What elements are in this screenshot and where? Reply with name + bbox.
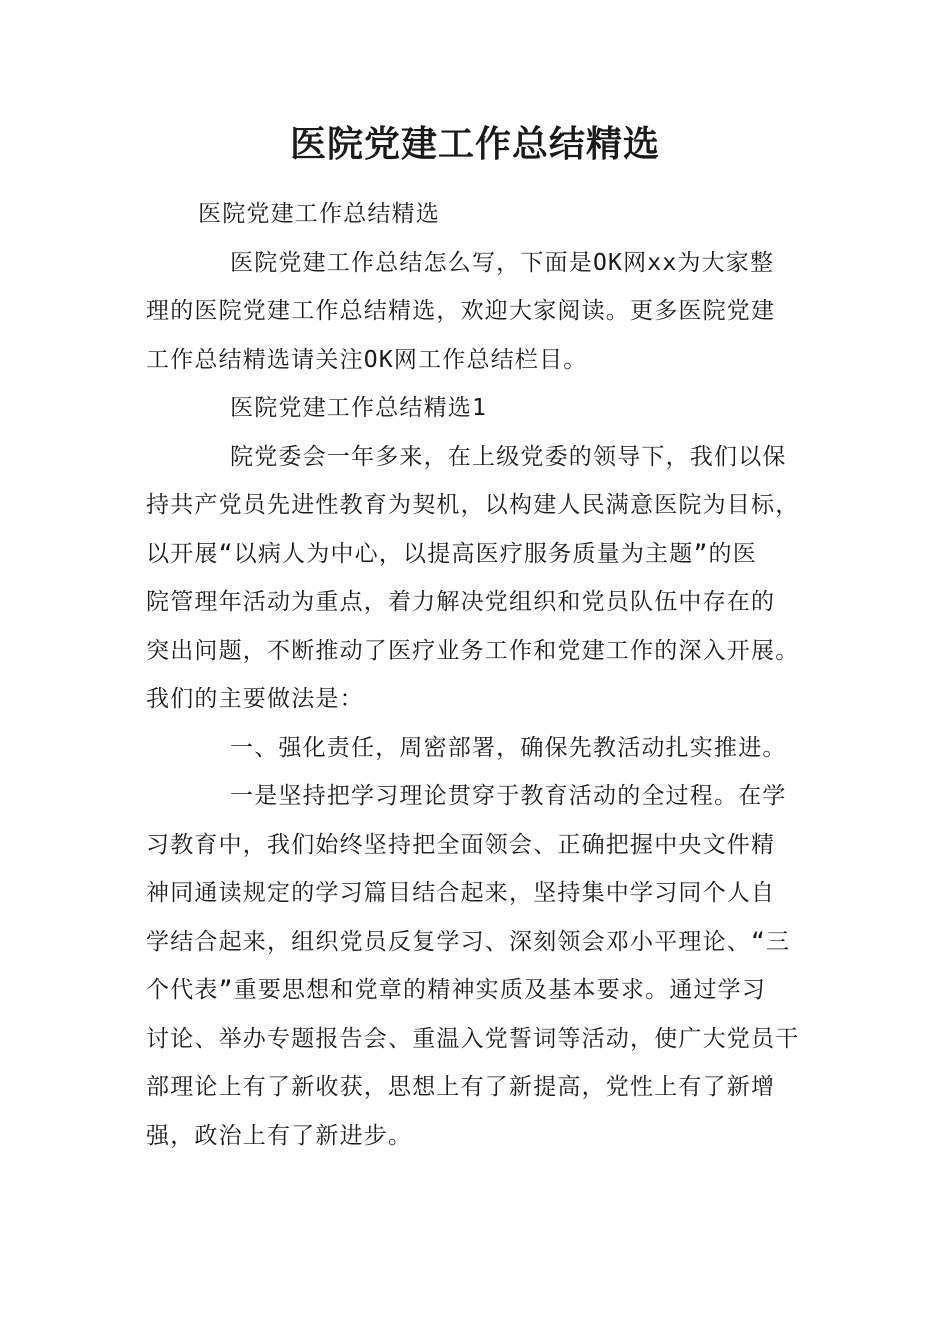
section-heading: 一、强化责任，周密部署，确保先教活动扎实推进。 [230, 734, 787, 761]
paragraph-line: 以开展“以病人为中心，以提高医疗服务质量为主题”的医 [146, 540, 757, 567]
section-heading: 医院党建工作总结精选1 [230, 395, 488, 421]
paragraph-line: 工作总结精选请关注OK网工作总结栏目。 [146, 346, 588, 373]
paragraph-line: 院党委会一年多来，在上级党委的领导下，我们以保 [230, 443, 787, 470]
paragraph-line: 讨论、举办专题报告会、重温入党誓词等活动，使广大党员干 [146, 1025, 800, 1052]
paragraph-line: 学结合起来，组织党员反复学习、深刻领会邓小平理论、“三 [146, 928, 791, 955]
paragraph-line: 部理论上有了新收获，思想上有了新提高，党性上有了新增 [146, 1074, 776, 1100]
paragraph-line: 一是坚持把学习理论贯穿于教育活动的全过程。在学 [230, 783, 787, 809]
document-body [146, 190, 826, 1160]
paragraph-line: 习教育中，我们始终坚持把全面领会、正确把握中央文件精 [146, 831, 776, 858]
document-title: 医院党建工作总结精选 [289, 123, 660, 165]
paragraph-line: 神同通读规定的学习篇目结合起来，坚持集中学习同个人自 [146, 880, 776, 906]
subtitle-line: 医院党建工作总结精选 [198, 201, 440, 227]
paragraph-line: 院管理年活动为重点，着力解决党组织和党员队伍中存在的 [146, 589, 776, 615]
paragraph-line: 突出问题，不断推动了医疗业务工作和党建工作的深入开展。 [146, 637, 800, 664]
paragraph-line: 个代表”重要思想和党章的精神实质及基本要求。通过学习 [146, 977, 767, 1003]
paragraph-line: 强，政治上有了新进步。 [146, 1122, 413, 1149]
paragraph-line: 医院党建工作总结怎么写，下面是OK网xx为大家整 [230, 249, 775, 276]
paragraph-line: 持共产党员先进性教育为契机，以构建人民满意医院为目标， [146, 492, 800, 518]
paragraph-line: 理的医院党建工作总结精选，欢迎大家阅读。更多医院党建 [146, 298, 776, 324]
paragraph-line: 我们的主要做法是： [146, 686, 364, 712]
